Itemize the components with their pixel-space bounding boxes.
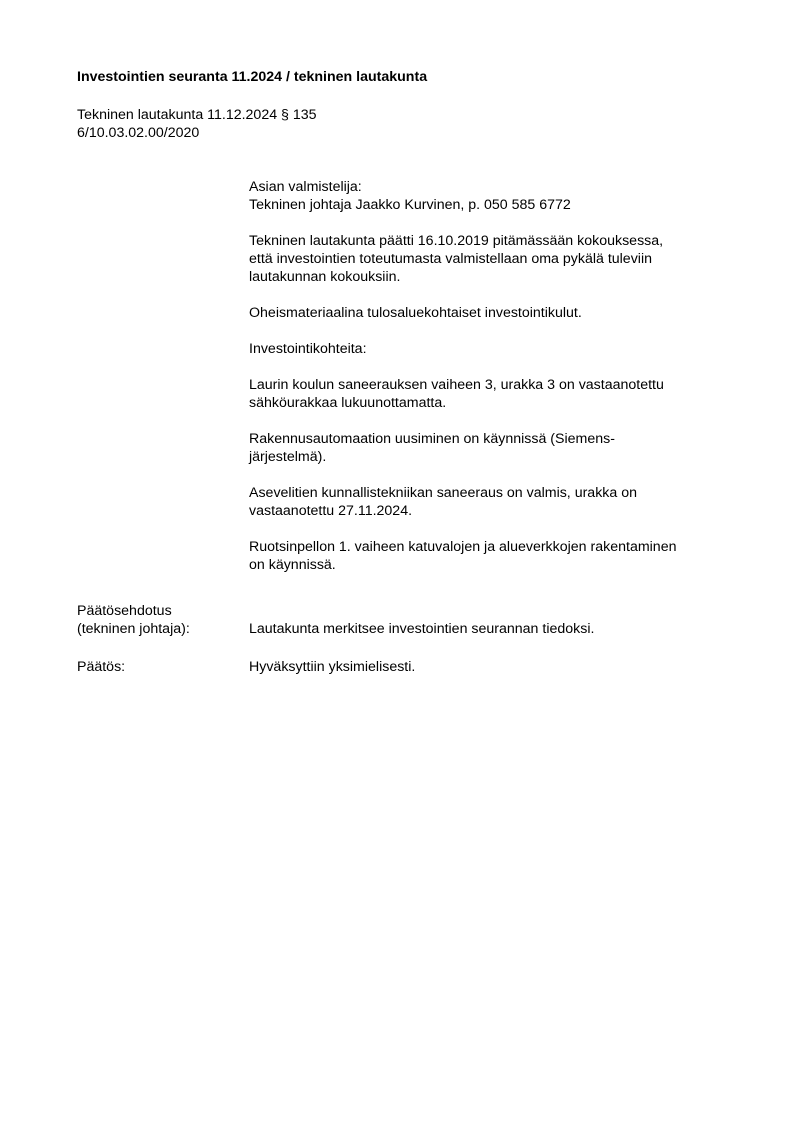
meeting-line: Tekninen lautakunta 11.12.2024 § 135 xyxy=(77,107,317,123)
paragraph-line: Ruotsinpellon 1. vaiheen katuvalojen ja alueverkkojen rakentaminen xyxy=(249,539,677,555)
paragraph-line: Oheismateriaalina tulosaluekohtaiset investointikulut. xyxy=(249,305,582,321)
paragraph-line: lautakunnan kokouksiin. xyxy=(249,269,401,285)
paragraph-project-automation xyxy=(249,430,739,466)
paragraph-line: Rakennusautomaation uusiminen on käynnissä (Siemens- xyxy=(249,431,615,447)
paragraph-line: järjestelmä). xyxy=(249,449,327,465)
proposal-label-line: (tekninen johtaja): xyxy=(77,621,190,637)
meeting-meta xyxy=(77,106,317,142)
paragraph-project-street xyxy=(249,484,739,520)
paragraph-line: Tekninen lautakunta päätti 16.10.2019 pitämässään kokouksessa, xyxy=(249,233,664,249)
decision-label-line: Päätös: xyxy=(77,659,126,675)
document-title: Investointien seuranta 11.2024 / tekninen lautakunta xyxy=(77,69,428,85)
proposal-label xyxy=(77,602,190,638)
paragraph-background xyxy=(249,232,739,286)
proposal-label-line: Päätösehdotus xyxy=(77,603,172,619)
paragraph-project-lighting xyxy=(249,538,739,574)
paragraph-project-school xyxy=(249,376,739,412)
paragraph-line: vastaanotettu 27.11.2024. xyxy=(249,503,413,519)
paragraph-line: Investointikohteita: xyxy=(249,341,367,357)
paragraph-attachment xyxy=(249,304,739,322)
preparer-block xyxy=(249,178,739,214)
paragraph-line: Asevelitien kunnallistekniikan saneeraus on valmis, urakka on xyxy=(249,485,638,501)
decision-text: Hyväksyttiin yksimielisesti. xyxy=(249,659,416,675)
paragraph-line: sähköurakkaa lukuunottamatta. xyxy=(249,395,447,411)
record-number: 6/10.03.02.00/2020 xyxy=(77,125,200,141)
decision-label xyxy=(77,658,125,676)
paragraph-line: Laurin koulun saneerauksen vaiheen 3, urakka 3 on vastaanotettu xyxy=(249,377,664,393)
preparer-heading: Asian valmistelija: xyxy=(249,179,362,195)
preparer-name: Tekninen johtaja Jaakko Kurvinen, p. 050 585 6772 xyxy=(249,197,571,213)
proposal-text: Lautakunta merkitsee investointien seurannan tiedoksi. xyxy=(249,621,595,637)
document-body xyxy=(249,178,739,592)
paragraph-line: että investointien toteutumasta valmistellaan oma pykälä tuleviin xyxy=(249,251,652,267)
paragraph-projects-heading xyxy=(249,340,739,358)
paragraph-line: on käynnissä. xyxy=(249,557,336,573)
